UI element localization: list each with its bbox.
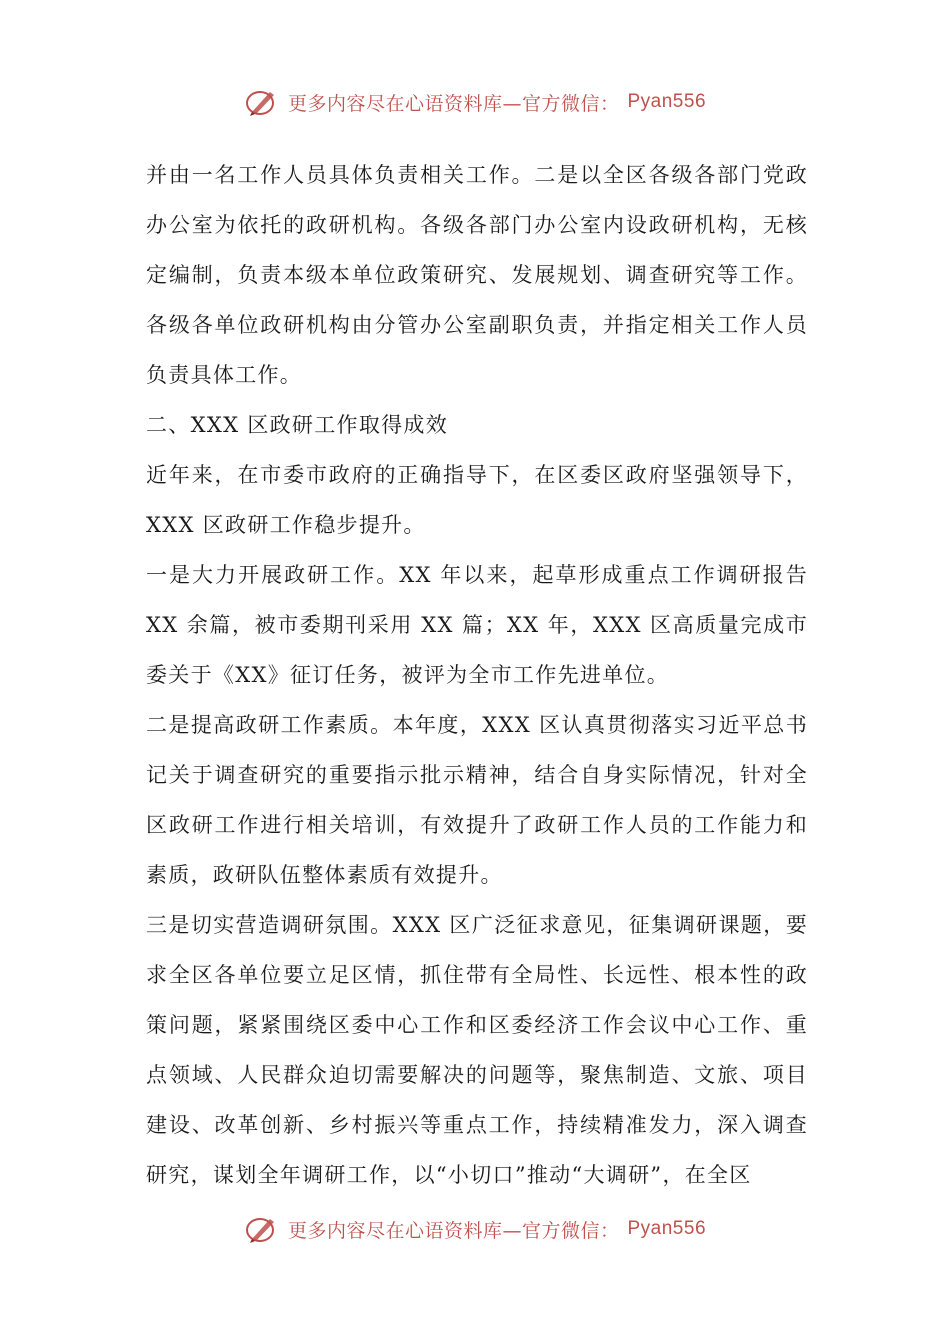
watermark-text: 更多内容尽在心语资料库—官方微信：	[287, 92, 620, 115]
paragraph: 并由一名工作人员具体负责相关工作。二是以全区各级各部门党政办公室为依托的政研机构。各级各部门办公室内设政研机构，无核定编制，负责本级本单位政策研究、发展规划、调查研究等工作。各级各单位政研机构由分管办公室副职负责，并指定相关工作人员负责具体工作。	[146, 163, 808, 387]
pen-logo-icon	[244, 86, 280, 118]
paragraph: 一是大力开展政研工作。XX 年以来，起草形成重点工作调研报告 XX 余篇，被市委期刊采用 XX 篇；XX 年，XXX 区高质量完成市委关于《XX》征订任务，被评为全市工作先进单位。	[146, 563, 808, 687]
paragraph: 近年来，在市委市政府的正确指导下，在区委区政府坚强领导下，XXX 区政研工作稳步提升。	[146, 463, 808, 537]
paragraph: 三是切实营造调研氛围。XXX 区广泛征求意见，征集调研课题，要求全区各单位要立足区情，抓住带有全局性、长远性、根本性的政策问题，紧紧围绕区委中心工作和区委经济工作会议中心工作、重点领域、人民群众迫切需要解决的问题等，聚焦制造、文旅、项目建设、改革创新、乡村振兴等重点工作，持续精准发力，深入调查研究，谋划全年调研工作，以“小切口”推动“大调研”，在全区	[146, 913, 808, 1187]
watermark-wechat-id: Pyan556	[627, 91, 707, 112]
paragraph: 二是提高政研工作素质。本年度，XXX 区认真贯彻落实习近平总书记关于调查研究的重要指示批示精神，结合自身实际情况，针对全区政研工作进行相关培训，有效提升了政研工作人员的工作能力和素质，政研队伍整体素质有效提升。	[146, 713, 808, 887]
watermark-wechat-id: Pyan556	[627, 1218, 707, 1239]
document-body	[146, 150, 808, 1200]
watermark-text: 更多内容尽在心语资料库—官方微信：	[287, 1219, 620, 1242]
footer-watermark	[0, 1213, 950, 1245]
section-heading: 二、XXX 区政研工作取得成效	[146, 413, 449, 437]
pen-logo-icon	[244, 1213, 280, 1245]
header-watermark	[0, 86, 950, 118]
